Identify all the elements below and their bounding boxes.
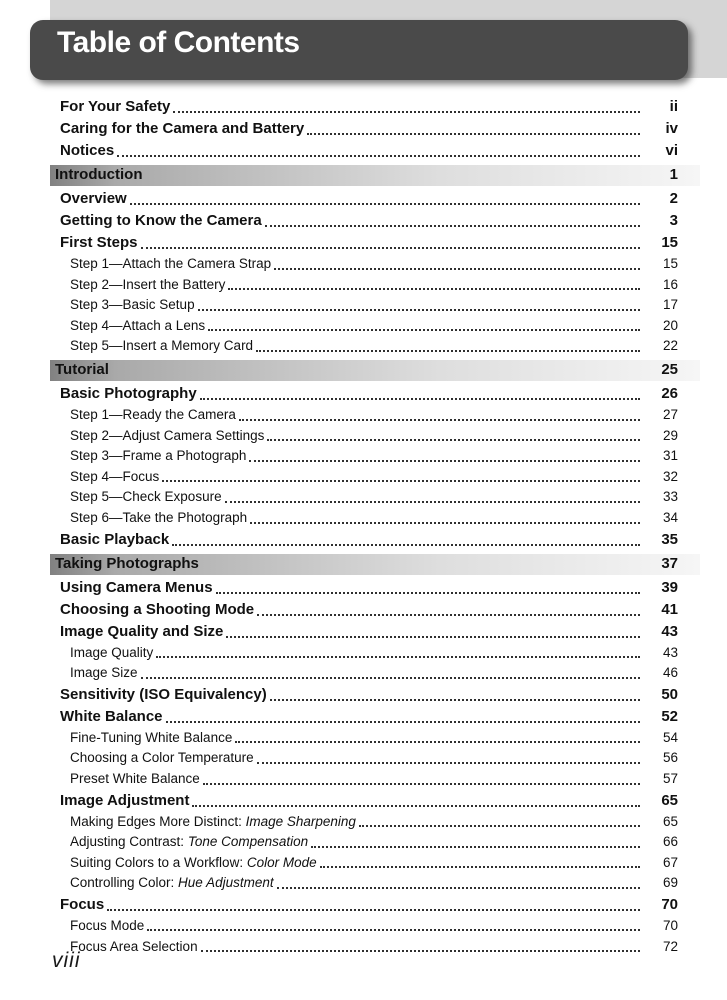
toc-entry-row bbox=[50, 210, 700, 232]
toc-entry-label: Using Camera Menus bbox=[60, 578, 213, 596]
toc-entry-row bbox=[50, 706, 700, 728]
dot-leader bbox=[270, 699, 640, 701]
toc-entry-row bbox=[50, 790, 700, 812]
toc-section-label: Introduction bbox=[55, 166, 143, 183]
toc-page-number: 69 bbox=[662, 875, 678, 891]
dot-leader bbox=[265, 225, 640, 227]
toc-entry-label: Step 5—Insert a Memory Card bbox=[70, 338, 254, 354]
dot-leader bbox=[130, 203, 640, 205]
dot-leader bbox=[228, 288, 640, 290]
dot-leader bbox=[359, 825, 640, 827]
toc-entry-label: Suiting Colors to a Workflow: Color Mode bbox=[70, 854, 317, 870]
toc-entry-label: Adjusting Contrast: Tone Compensation bbox=[70, 834, 309, 850]
toc-entry-label: Image Adjustment bbox=[60, 791, 190, 809]
dot-leader bbox=[250, 522, 640, 524]
toc-entry-row bbox=[50, 383, 700, 405]
toc-entry-label-italic: Color Mode bbox=[246, 854, 317, 870]
toc-entry-label-italic: Tone Compensation bbox=[187, 834, 309, 850]
dot-leader bbox=[277, 887, 640, 889]
dot-leader bbox=[208, 329, 640, 331]
toc-entry-row bbox=[50, 916, 700, 937]
dot-leader bbox=[216, 592, 640, 594]
toc-entry-label-italic: Hue Adjustment bbox=[178, 875, 274, 891]
toc-section-row bbox=[50, 360, 700, 381]
toc-entry-row bbox=[50, 894, 700, 916]
dot-leader bbox=[225, 501, 640, 503]
dot-leader bbox=[162, 480, 640, 482]
toc-entry-label: Preset White Balance bbox=[70, 771, 200, 786]
toc-entry-label: Fine-Tuning White Balance bbox=[70, 729, 233, 745]
toc-section-row bbox=[50, 554, 700, 575]
dot-leader bbox=[201, 950, 640, 952]
toc-entry-label: Step 2—Adjust Camera Settings bbox=[70, 427, 265, 443]
toc-page-number: 20 bbox=[662, 317, 678, 333]
dot-leader bbox=[256, 350, 640, 352]
toc-page-number: 33 bbox=[662, 489, 678, 505]
dot-leader bbox=[117, 155, 640, 157]
toc-section-row bbox=[50, 165, 700, 186]
toc-entry-label: Step 4—Attach a Lens bbox=[70, 317, 206, 333]
dot-leader bbox=[226, 636, 640, 638]
dot-leader bbox=[257, 762, 640, 764]
dot-leader bbox=[156, 656, 640, 658]
toc-page-number: 16 bbox=[662, 276, 678, 292]
toc-entry-row bbox=[50, 232, 700, 254]
toc-entry-label: Step 6—Take the Photograph bbox=[70, 510, 248, 526]
toc-entry-row bbox=[50, 832, 700, 853]
toc-entry-label: Image Size bbox=[70, 665, 138, 681]
toc-page-number: 22 bbox=[662, 338, 678, 354]
toc-entry-row bbox=[50, 748, 700, 769]
toc-entry-row bbox=[50, 812, 700, 833]
toc-entry-row bbox=[50, 873, 700, 894]
toc-page-number: 34 bbox=[662, 510, 678, 526]
toc-entry-label: Image Quality bbox=[70, 644, 154, 660]
toc-page-number: 29 bbox=[662, 427, 678, 443]
toc-entry-label: Step 3—Frame a Photograph bbox=[70, 448, 247, 464]
toc-page-number: ii bbox=[669, 98, 678, 115]
toc-entry-row bbox=[50, 188, 700, 210]
toc-page-number: 3 bbox=[669, 212, 678, 229]
toc-page-number: 37 bbox=[661, 554, 678, 572]
toc-entry-label: Sensitivity (ISO Equivalency) bbox=[60, 685, 267, 703]
toc-list bbox=[50, 96, 700, 957]
toc-entry-row bbox=[50, 769, 700, 790]
toc-entry-row bbox=[50, 118, 700, 140]
dot-leader bbox=[198, 309, 640, 311]
dot-leader bbox=[141, 677, 640, 679]
toc-entry-row bbox=[50, 316, 700, 337]
toc-section-label: Taking Photographs bbox=[55, 554, 199, 572]
toc-entry-label: Step 3—Basic Setup bbox=[70, 297, 195, 313]
dot-leader bbox=[141, 247, 640, 249]
toc-entry-label: Image Quality and Size bbox=[60, 622, 224, 640]
page-title: Table of Contents bbox=[57, 26, 300, 59]
toc-page-number: 56 bbox=[662, 750, 678, 766]
toc-page-number: 72 bbox=[662, 938, 678, 954]
toc-page-number: 39 bbox=[661, 578, 678, 596]
toc-entry-label: Notices bbox=[60, 142, 115, 159]
toc-page-number: 70 bbox=[662, 917, 678, 933]
dot-leader bbox=[166, 721, 640, 723]
toc-entry-label: Caring for the Camera and Battery bbox=[60, 120, 305, 137]
toc-entry-label: For Your Safety bbox=[60, 98, 171, 115]
toc-entry-label: Step 4—Focus bbox=[70, 468, 160, 484]
toc-page-number: 26 bbox=[661, 384, 678, 402]
toc-entry-row bbox=[50, 467, 700, 488]
toc-page-number: 1 bbox=[669, 166, 678, 183]
dot-leader bbox=[249, 460, 640, 462]
toc-page-number: 2 bbox=[669, 190, 678, 207]
dot-leader bbox=[307, 133, 640, 135]
toc-page-number: 41 bbox=[661, 600, 678, 618]
toc-entry-label: Basic Playback bbox=[60, 530, 170, 548]
toc-page-number: 43 bbox=[661, 622, 678, 640]
toc-entry-label: Choosing a Color Temperature bbox=[70, 750, 254, 766]
toc-page-number: 66 bbox=[662, 834, 678, 850]
toc-page-number: 27 bbox=[662, 407, 678, 423]
toc-page-number: 65 bbox=[661, 791, 678, 809]
toc-entry-label: Making Edges More Distinct: Image Sharpening bbox=[70, 813, 356, 829]
dot-leader bbox=[200, 398, 640, 400]
toc-entry-label: Step 2—Insert the Battery bbox=[70, 276, 226, 292]
toc-page-number: 31 bbox=[662, 448, 678, 464]
toc-page-number: 25 bbox=[661, 360, 678, 378]
dot-leader bbox=[192, 805, 640, 807]
toc-entry-label: Focus bbox=[60, 895, 105, 913]
dot-leader bbox=[274, 268, 640, 270]
dot-leader bbox=[235, 741, 640, 743]
dot-leader bbox=[147, 929, 640, 931]
toc-entry-row bbox=[50, 295, 700, 316]
toc-page-number: 65 bbox=[662, 813, 678, 829]
toc-section-label: Tutorial bbox=[55, 360, 109, 378]
toc-page-number: 52 bbox=[661, 707, 678, 725]
dot-leader bbox=[320, 866, 640, 868]
dot-leader bbox=[172, 544, 640, 546]
toc-page-number: 15 bbox=[661, 234, 678, 251]
toc-entry-row bbox=[50, 275, 700, 296]
toc-entry-label: Focus Mode bbox=[70, 917, 145, 933]
toc-entry-label: Step 1—Attach the Camera Strap bbox=[70, 256, 272, 272]
toc-page-number: 43 bbox=[662, 644, 678, 660]
toc-entry-row bbox=[50, 663, 700, 684]
toc-entry-row bbox=[50, 446, 700, 467]
toc-entry-row bbox=[50, 96, 700, 118]
toc-entry-row bbox=[50, 254, 700, 275]
toc-page-number: 17 bbox=[662, 297, 678, 313]
toc-entry-label: Getting to Know the Camera bbox=[60, 212, 262, 229]
toc-entry-label: Basic Photography bbox=[60, 384, 197, 402]
toc-page-number: 32 bbox=[662, 468, 678, 484]
toc-entry-row bbox=[50, 728, 700, 749]
toc-entry-row bbox=[50, 405, 700, 426]
toc-entry-row bbox=[50, 577, 700, 599]
dot-leader bbox=[239, 419, 640, 421]
toc-entry-label: Controlling Color: Hue Adjustment bbox=[70, 875, 274, 891]
toc-page-number: 57 bbox=[662, 771, 678, 786]
toc-page-number: iv bbox=[665, 120, 678, 137]
toc-entry-row bbox=[50, 621, 700, 643]
toc-entry-row bbox=[50, 684, 700, 706]
toc-entry-row bbox=[50, 140, 700, 162]
page-folio: viii bbox=[52, 949, 81, 972]
toc-page-number: 15 bbox=[662, 256, 678, 272]
toc-entry-row bbox=[50, 336, 700, 357]
dot-leader bbox=[257, 614, 640, 616]
toc-entry-label-italic: Image Sharpening bbox=[245, 813, 356, 829]
dot-leader bbox=[203, 783, 640, 785]
toc-entry-label: First Steps bbox=[60, 234, 138, 251]
dot-leader bbox=[173, 111, 640, 113]
toc-page-number: 35 bbox=[661, 530, 678, 548]
toc-entry-row bbox=[50, 508, 700, 529]
toc-entry-row bbox=[50, 487, 700, 508]
toc-page-number: 67 bbox=[662, 854, 678, 870]
toc-entry-row bbox=[50, 936, 700, 957]
dot-leader bbox=[267, 439, 640, 441]
toc-entry-label: Overview bbox=[60, 190, 127, 207]
toc-page-number: vi bbox=[665, 142, 678, 159]
toc-page-number: 50 bbox=[661, 685, 678, 703]
page-title-banner bbox=[30, 20, 688, 80]
toc-entry-row bbox=[50, 426, 700, 447]
toc-entry-row bbox=[50, 599, 700, 621]
toc-entry-row bbox=[50, 853, 700, 874]
toc-page-number: 70 bbox=[661, 895, 678, 913]
toc-page-number: 54 bbox=[662, 729, 678, 745]
toc-page-number: 46 bbox=[662, 665, 678, 681]
toc-entry-label: Focus Area Selection bbox=[70, 938, 198, 954]
toc-entry-label: White Balance bbox=[60, 707, 163, 725]
dot-leader bbox=[107, 909, 640, 911]
toc-entry-row bbox=[50, 529, 700, 551]
toc-entry-label: Choosing a Shooting Mode bbox=[60, 600, 255, 618]
toc-entry-label: Step 5—Check Exposure bbox=[70, 489, 222, 505]
toc-entry-label: Step 1—Ready the Camera bbox=[70, 407, 236, 423]
dot-leader bbox=[311, 846, 640, 848]
toc-entry-row bbox=[50, 643, 700, 664]
